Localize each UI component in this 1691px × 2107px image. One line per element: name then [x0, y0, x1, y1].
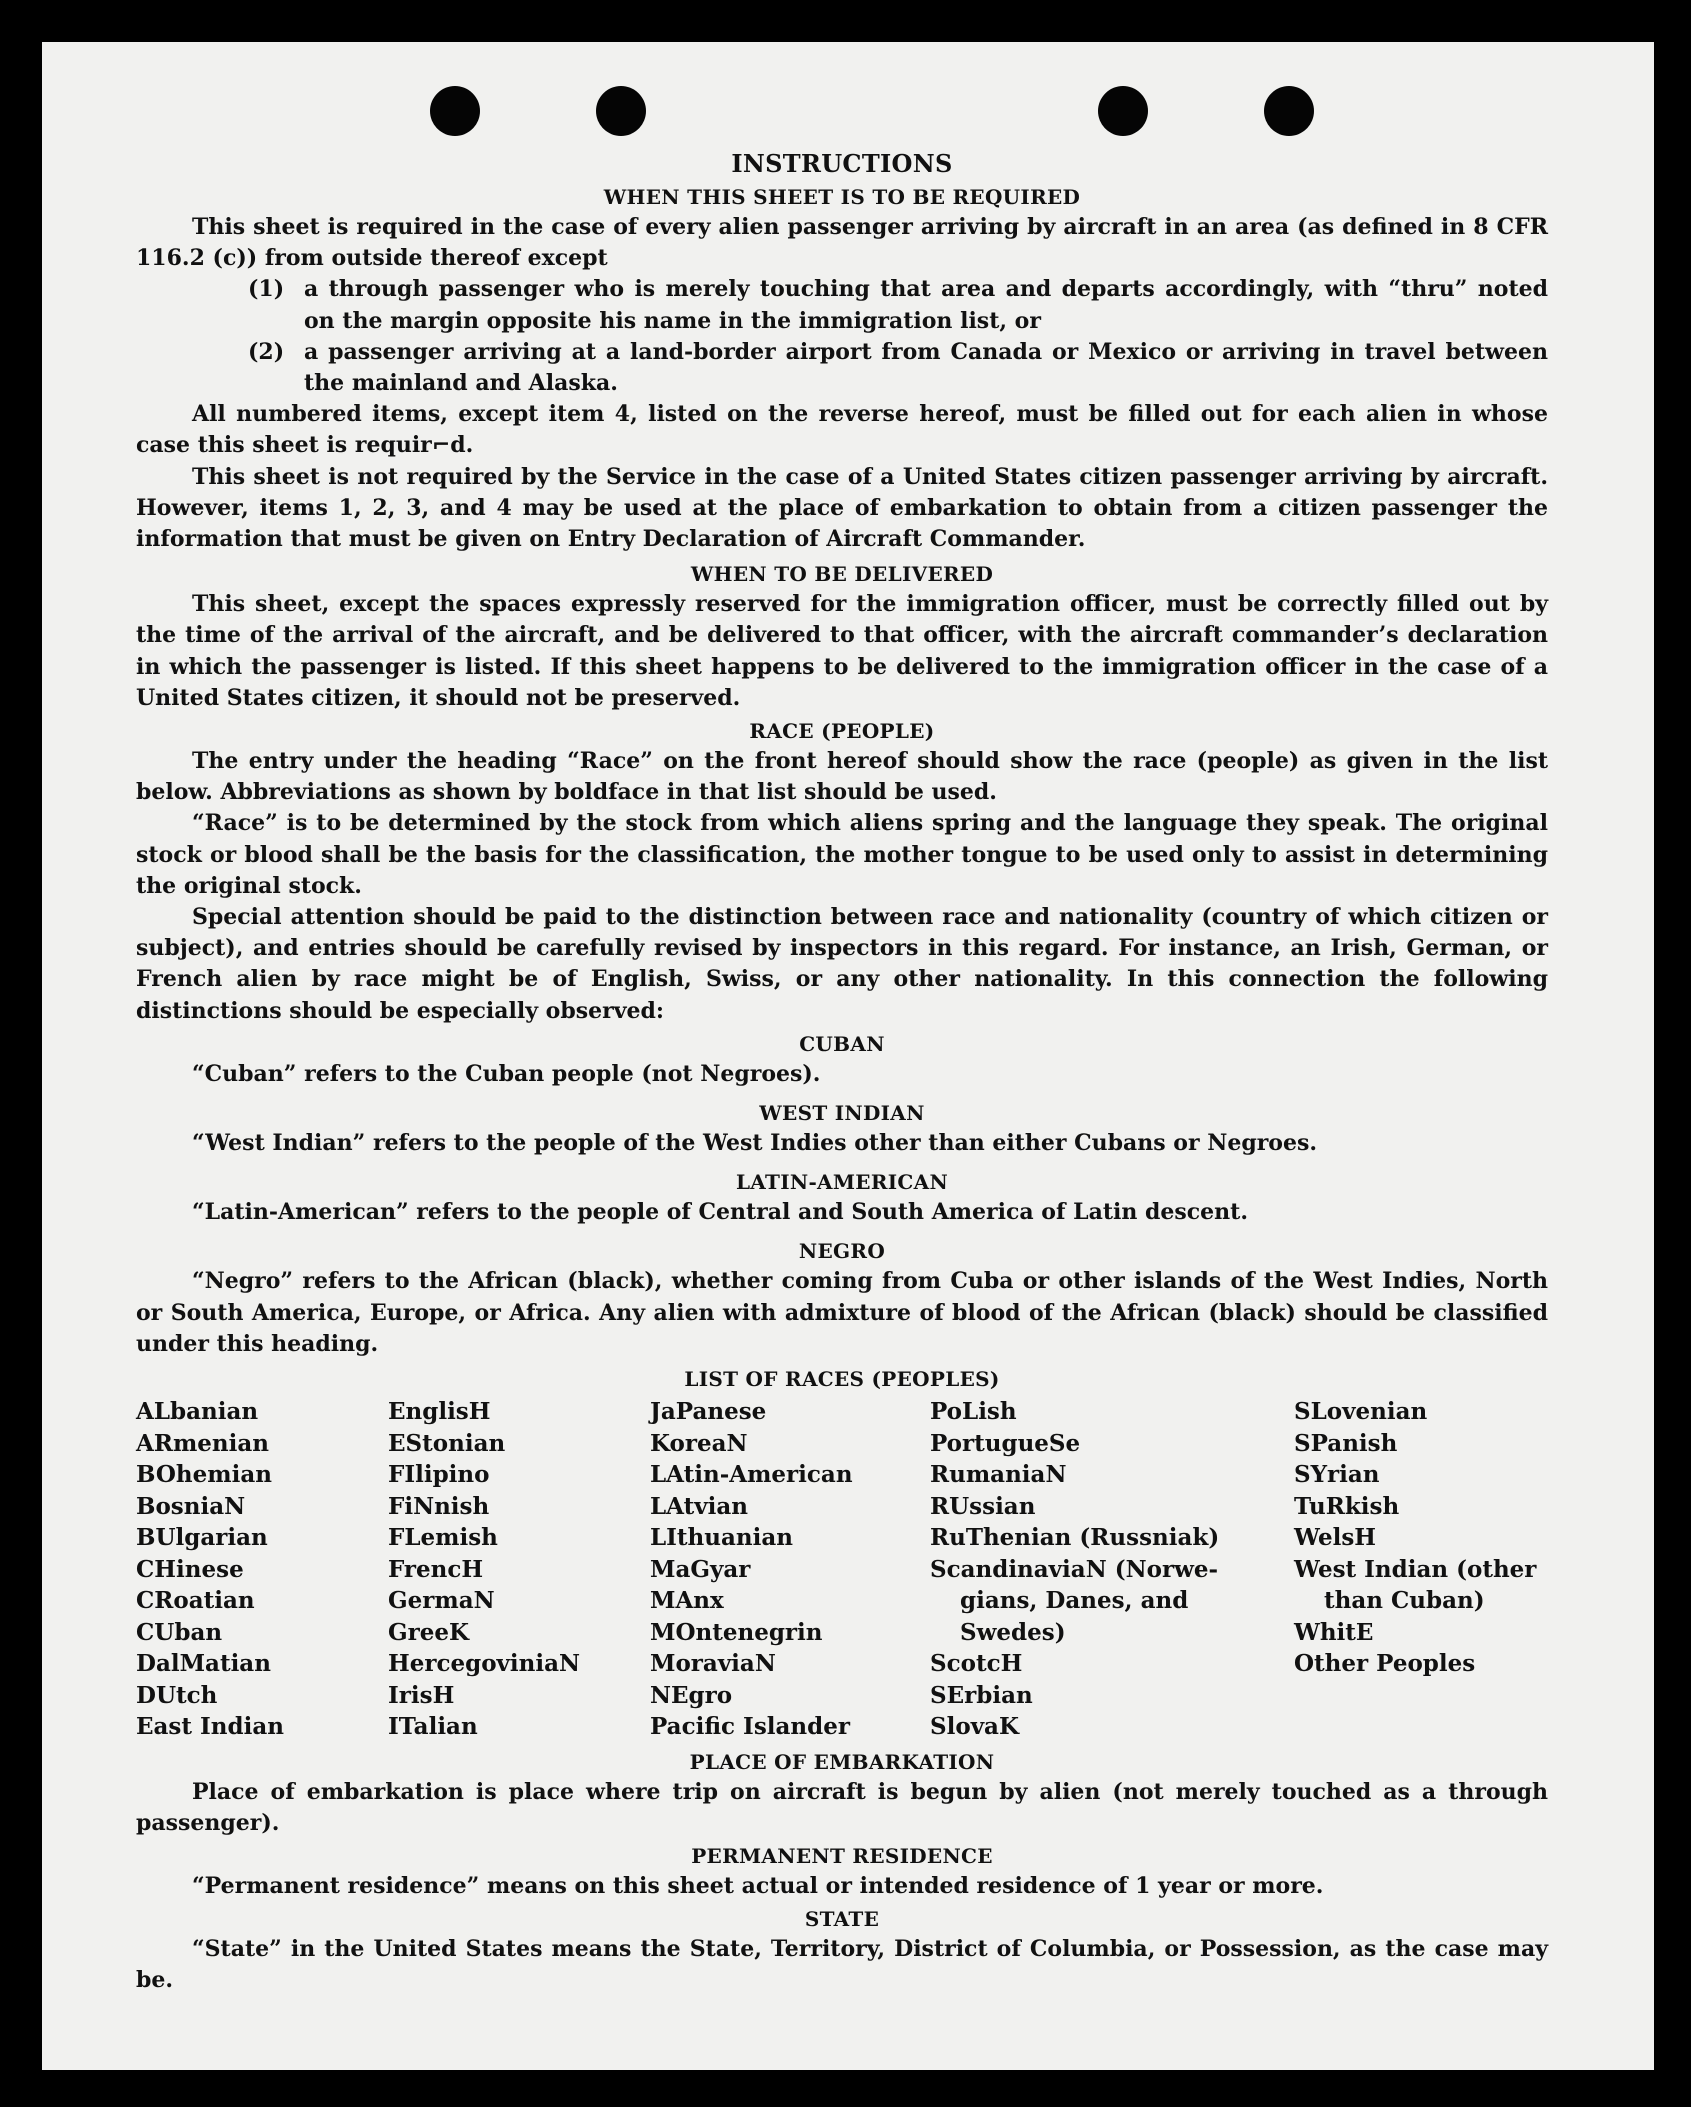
paragraph: “Negro” refers to the African (black), whether coming from Cuba or other islands of the West Indies, North or South America, Europe, or Africa. Any alien with admixture of blood of the African (black) should be classified under this heading. [136, 1268, 1548, 1357]
section-heading: WEST INDIAN [759, 1101, 925, 1126]
document-page [42, 42, 1654, 2070]
race-column [650, 1396, 930, 1743]
paragraph: Special attention should be paid to the distinction between race and nationality (country of which citizen or subject), and entries should be carefully revised by inspectors in this regard. For instance, an Irish, German, or French alien by race might be of English, Swiss, or any other nationality. In this connection the following distinctions should be especially observed: [136, 904, 1548, 1024]
race-entry: CUban [136, 1618, 223, 1646]
paragraph: “Race” is to be determined by the stock from which aliens spring and the language they speak. The original stock or blood shall be the basis for the classification, the mother tongue to be used only to assist in determining the original stock. [136, 810, 1548, 899]
item-number: (2) [248, 338, 285, 365]
race-entry: RUssian [930, 1492, 1036, 1520]
race-column [136, 1396, 388, 1743]
paragraph: “Cuban” refers to the Cuban people (not Negroes). [192, 1060, 821, 1087]
section-heading: WHEN TO BE DELIVERED [690, 562, 994, 587]
paragraph: “West Indian” refers to the people of the West Indies other than either Cubans or Negroes. [192, 1130, 1318, 1157]
race-entry: SPanish [1294, 1429, 1398, 1457]
race-entry: RumaniaN [930, 1461, 1067, 1489]
race-entry: BOhemian [136, 1461, 272, 1489]
race-column [1294, 1396, 1548, 1743]
section-heading: PERMANENT RESIDENCE [691, 1844, 993, 1868]
race-entry: GreeK [388, 1618, 470, 1646]
section-heading: CUBAN [799, 1031, 885, 1056]
race-entry: MaGyar [650, 1555, 751, 1583]
race-entry: BosniaN [136, 1492, 246, 1520]
race-entry: NEgro [650, 1681, 733, 1709]
race-entry: Swedes) [960, 1618, 1066, 1646]
race-entry: LAtin-American [650, 1461, 853, 1489]
race-entry: FLemish [388, 1524, 498, 1552]
race-entry: LIthuanian [650, 1524, 793, 1552]
race-entry: DUtch [136, 1681, 218, 1709]
race-entry: Pacific Islander [650, 1713, 850, 1741]
paragraph: This sheet, except the spaces expressly reserved for the immigration officer, must be correctly filled out by the time of the arrival of the aircraft, and be delivered to that officer, with the aircraft commander’s declaration in which the passenger is listed. If this sheet happens to be delivered to the immigration officer in the case of a United States citizen, it should not be preserved. [136, 591, 1548, 711]
race-column [388, 1396, 650, 1743]
race-entry: LAtvian [650, 1492, 748, 1520]
race-entry: ScandinaviaN (Norwe- [930, 1555, 1219, 1583]
race-entry: FIlipino [388, 1461, 490, 1489]
paragraph: All numbered items, except item 4, listed on the reverse hereof, must be filled out for each alien in whose case this sheet is requir⌐d. [136, 401, 1548, 459]
race-entry: WhitE [1294, 1618, 1374, 1646]
item-number: (1) [248, 276, 285, 303]
race-entry: HercegoviniaN [388, 1650, 581, 1678]
list-item [136, 274, 1548, 336]
race-entry: BUlgarian [136, 1524, 268, 1552]
race-entry: ScotcH [930, 1650, 1023, 1678]
paragraph: This sheet is required in the case of every alien passenger arriving by aircraft in an area (as defined in 8 CFR 116.2 (c)) from outside thereof except [136, 214, 1548, 272]
item-text: a through passenger who is merely touching that area and departs accordingly, with “thru” noted on the margin opposite his name in the immigration list, or [304, 276, 1548, 334]
race-entry: ITalian [388, 1713, 478, 1741]
section-heading: LIST OF RACES (PEOPLES) [684, 1367, 1000, 1392]
paragraph: “Permanent residence” means on this sheet actual or intended residence of 1 year or more. [192, 1873, 1324, 1899]
race-entry: PoLish [930, 1398, 1017, 1426]
section-heading: NEGRO [798, 1239, 886, 1264]
race-entry: Other Peoples [1294, 1650, 1476, 1678]
race-column [930, 1396, 1294, 1743]
race-entry: West Indian (other [1294, 1555, 1537, 1583]
section-heading: WHEN THIS SHEET IS TO BE REQUIRED [603, 185, 1081, 209]
race-entry: gians, Danes, and [960, 1587, 1189, 1615]
race-entry: SLovenian [1294, 1398, 1428, 1426]
punch-hole [1098, 86, 1148, 136]
race-entry: DalMatian [136, 1650, 271, 1678]
punch-hole [596, 86, 646, 136]
race-entry: SlovaK [930, 1713, 1019, 1741]
race-entry: PortugueSe [930, 1429, 1081, 1457]
paragraph: “Latin-American” refers to the people of Central and South America of Latin descent. [192, 1199, 1248, 1226]
race-entry: ARmenian [136, 1429, 270, 1457]
race-entry: JaPanese [650, 1398, 767, 1426]
section-heading: STATE [804, 1907, 880, 1932]
race-entry: MOntenegrin [650, 1618, 823, 1646]
paragraph: The entry under the heading “Race” on the front hereof should show the race (people) as given in the list below. Abbreviations as shown by boldface in that list should be used. [136, 748, 1548, 806]
race-entry: GermaN [388, 1587, 495, 1615]
punch-hole [430, 86, 480, 136]
race-entry: CHinese [136, 1555, 244, 1583]
race-entry: than Cuban) [1324, 1587, 1485, 1615]
race-entry: CRoatian [136, 1587, 255, 1615]
race-entry: TuRkish [1294, 1492, 1400, 1520]
section-heading: PLACE OF EMBARKATION [689, 1749, 995, 1774]
race-entry: SYrian [1294, 1461, 1380, 1489]
section-heading: LATIN-AMERICAN [735, 1170, 949, 1195]
race-entry: East Indian [136, 1713, 284, 1741]
race-entry: FiNnish [388, 1492, 490, 1520]
race-entry: EStonian [388, 1429, 506, 1457]
punch-hole [1264, 86, 1314, 136]
race-list [136, 1396, 1548, 1743]
instructions-content [136, 146, 1548, 1997]
race-entry: SErbian [930, 1681, 1033, 1709]
section-heading: RACE (PEOPLE) [749, 719, 935, 744]
document-title: INSTRUCTIONS [731, 149, 953, 178]
race-entry: RuThenian (Russniak) [930, 1524, 1220, 1552]
race-entry: KoreaN [650, 1429, 748, 1457]
race-entry: WelsH [1294, 1524, 1377, 1552]
list-item [136, 337, 1548, 399]
race-entry: IrisH [388, 1681, 455, 1709]
paragraph: Place of embarkation is place where trip on aircraft is begun by alien (not merely touched as a through passenger). [136, 1778, 1548, 1836]
paragraph: This sheet is not required by the Service in the case of a United States citizen passenger arriving by aircraft. However, items 1, 2, 3, and 4 may be used at the place of embarkation to obtain from a citizen passenger the information that must be given on Entry Declaration of Aircraft Commander. [136, 463, 1548, 553]
race-entry: EnglisH [388, 1398, 491, 1426]
paragraph: “State” in the United States means the State, Territory, District of Columbia, or Possession, as the case may be. [136, 1936, 1548, 1994]
race-entry: ALbanian [136, 1398, 259, 1426]
race-entry: MoraviaN [650, 1650, 776, 1678]
race-entry: MAnx [650, 1587, 724, 1615]
race-entry: FrencH [388, 1555, 484, 1583]
item-text: a passenger arriving at a land-border airport from Canada or Mexico or arriving in travel between the mainland and Alaska. [304, 338, 1548, 397]
